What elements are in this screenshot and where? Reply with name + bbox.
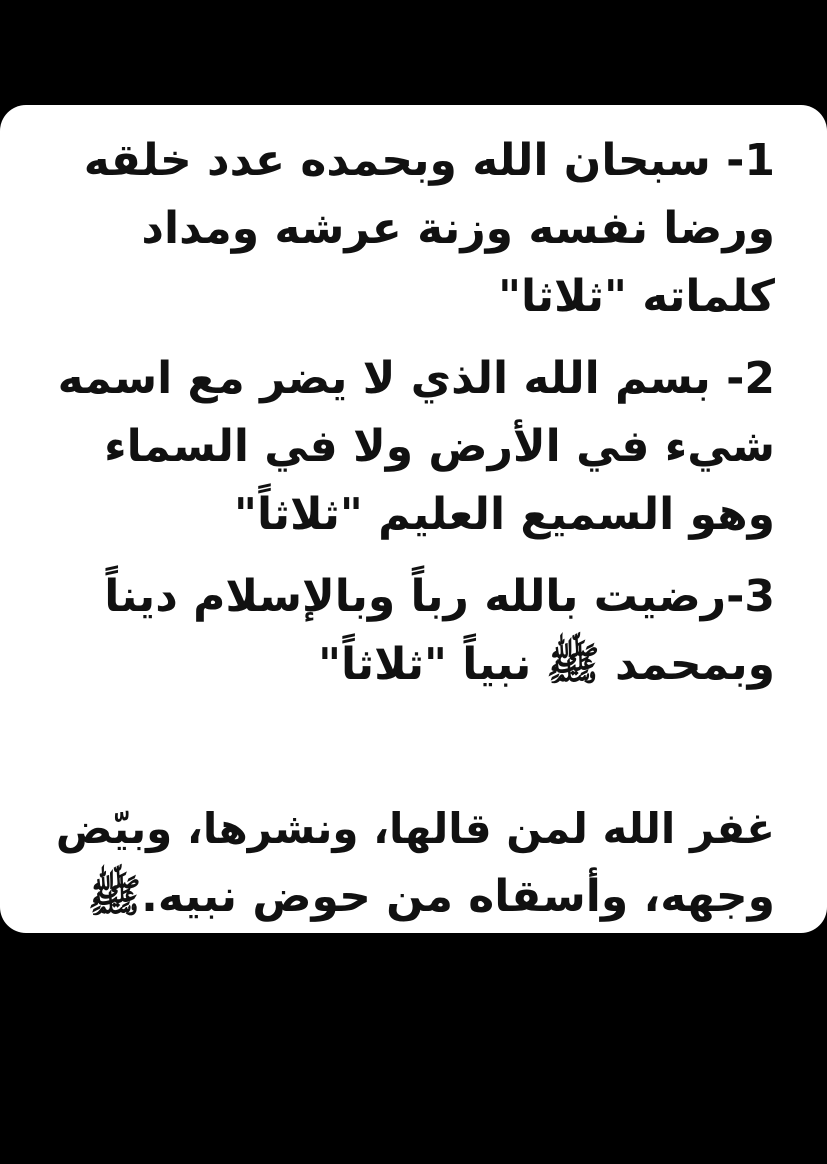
closing-prayer	[52, 795, 775, 931]
dhikr-2-line-2: شيء في الأرض ولا في السماء	[104, 421, 775, 472]
closing-line-2: وجهه، وأسقاه من حوض نبيه.ﷺ	[88, 871, 775, 922]
dhikr-2-line-1: 2- بسم الله الذي لا يضر مع اسمه	[57, 353, 775, 404]
text-card	[0, 105, 827, 933]
dhikr-2-line-3: وهو السميع العليم "ثلاثاً"	[234, 489, 775, 540]
closing-line-1: غفر الله لمن قالها، ونشرها، وبيّض	[55, 804, 775, 853]
dhikr-1-line-1: 1- سبحان الله وبحمده عدد خلقه	[83, 135, 775, 186]
dhikr-1	[52, 127, 775, 331]
dhikr-2	[52, 345, 775, 549]
dhikr-3	[52, 563, 775, 699]
dhikr-1-line-3: كلماته "ثلاثا"	[498, 271, 775, 322]
dhikr-3-line-1: 3-رضيت بالله رباً وبالإسلام ديناً	[104, 571, 775, 622]
dhikr-1-line-2: ورضا نفسه وزنة عرشه ومداد	[141, 203, 775, 254]
dhikr-3-line-2: وبمحمد ﷺ نبياً "ثلاثاً"	[318, 639, 775, 690]
